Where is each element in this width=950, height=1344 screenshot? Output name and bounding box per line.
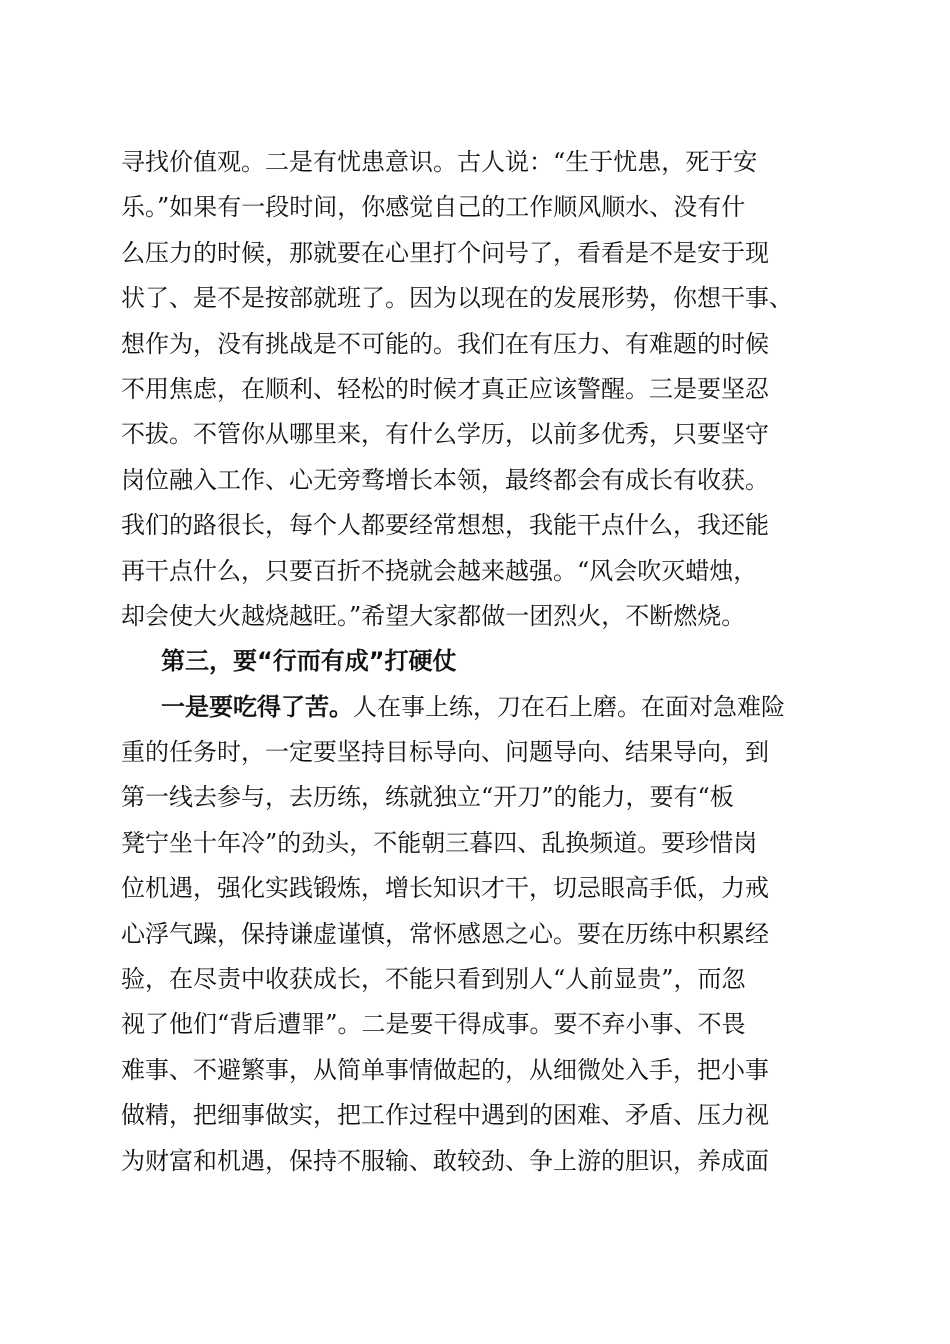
text-line: 寻找价值观。二是有忧患意识。古人说：“生于忧患，死于安 <box>121 148 758 176</box>
text-line: 不拔。不管你从哪里来，有什么学历，以前多优秀，只要坚守 <box>121 420 769 449</box>
text-line: 再干点什么，只要百折不挠就会越来越强。“风会吹灭蜡烛， <box>121 556 758 585</box>
text-line: 岗位融入工作、心无旁骛增长本领，最终都会有成长有收获。 <box>121 465 769 494</box>
text-line: 视了他们“背后遭罪”。二是要干得成事。要不弃小事、不畏 <box>121 1010 746 1039</box>
text-line: 我们的路很长，每个人都要经常想想，我能干点什么，我还能 <box>121 511 769 540</box>
text-line: 凳宁坐十年冷”的劲头，不能朝三暮四、乱换频道。要珍惜岗 <box>121 828 758 857</box>
text-line: 为财富和机遇，保持不服输、敢较劲、争上游的胆识，养成面 <box>121 1146 769 1175</box>
paragraph-first-line <box>121 685 841 730</box>
body-text <box>121 140 841 1184</box>
text-line: 心浮气躁，保持谦虚谨慎，常怀感恩之心。要在历练中积累经 <box>121 919 769 948</box>
text-line: 状了、是不是按部就班了。因为以现在的发展形势，你想干事、 <box>121 284 793 313</box>
text-line: 第一线去参与，去历练，练就独立“开刀”的能力，要有“板 <box>121 783 734 812</box>
text-line: 难事、不避繁事，从简单事情做起的，从细微处入手，把小事 <box>121 1055 769 1084</box>
text-line: 不用焦虑，在顺利、轻松的时候才真正应该警醒。三是要坚忍 <box>121 374 769 403</box>
paragraph-first-line-rest: 人在事上练，刀在石上磨。在面对急难险 <box>353 692 785 721</box>
text-line: 验，在尽责中收获成长，不能只看到别人“人前显贵”，而忽 <box>121 965 746 994</box>
paragraph-lead: 一是要吃得了苦。 <box>161 692 353 721</box>
text-line: 位机遇，强化实践锻炼，增长知识才干，切忌眼高手低，力戒 <box>121 874 769 903</box>
text-line: 乐。”如果有一段时间，你感觉自己的工作顺风顺水、没有什 <box>121 193 746 222</box>
text-line: 做精，把细事做实，把工作过程中遇到的困难、矛盾、压力视 <box>121 1101 769 1130</box>
text-line: 么压力的时候，那就要在心里打个问号了，看看是不是安于现 <box>121 238 769 267</box>
text-line: 想作为，没有挑战是不可能的。我们在有压力、有难题的时候 <box>121 329 769 358</box>
section-heading: 第三，要“行而有成”打硬仗 <box>161 647 457 676</box>
text-line: 重的任务时，一定要坚持目标导向、问题导向、结果导向，到 <box>121 738 769 767</box>
text-line: 却会使大火越烧越旺。”希望大家都做一团烈火，不断燃烧。 <box>121 601 746 630</box>
